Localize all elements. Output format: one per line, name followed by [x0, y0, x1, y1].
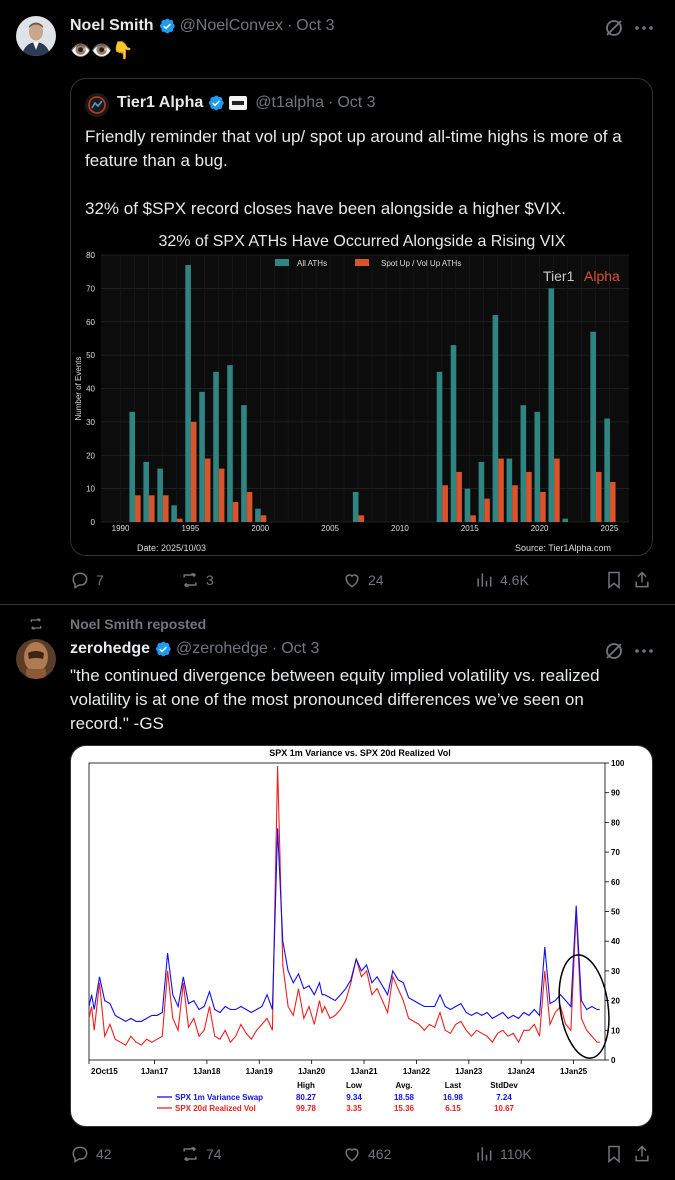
bar-all-aths	[353, 492, 359, 522]
author-name[interactable]: zerohedge	[70, 640, 151, 657]
views-button[interactable]	[474, 1144, 604, 1164]
bar-spot-up-vol-up	[135, 495, 141, 522]
bookmark-button[interactable]	[604, 1144, 632, 1164]
views-icon	[474, 570, 494, 590]
bookmark-button[interactable]	[604, 570, 632, 590]
legend-label: SPX 1m Variance Swap	[175, 1093, 264, 1102]
separator-dot: ·	[327, 94, 334, 111]
stats-value: 18.58	[393, 1093, 415, 1102]
heart-icon	[342, 570, 362, 590]
bar-all-aths	[521, 405, 527, 522]
stats-value: 6.15	[445, 1104, 461, 1113]
bar-all-aths	[213, 372, 219, 522]
view-count: 4.6K	[500, 572, 529, 588]
stats-header: Low	[346, 1081, 362, 1090]
action-bar	[70, 568, 660, 592]
tweet-date[interactable]: Oct 3	[296, 17, 335, 34]
bar-spot-up-vol-up	[442, 485, 448, 522]
y-tick-label: 70	[86, 284, 95, 294]
quoted-text: Friendly reminder that vol up/ spot up around all-time highs is more of a feature than a bug. 32% of $SPX record closes have been alongside a higher $VIX.	[85, 127, 622, 218]
y-tick-label: 20	[86, 451, 95, 461]
view-count: 110K	[500, 1146, 532, 1162]
bar-all-aths	[129, 412, 135, 522]
bar-spot-up-vol-up	[359, 515, 365, 522]
y-tick-label: 40	[611, 937, 620, 947]
bar-spot-up-vol-up	[149, 495, 155, 522]
bar-spot-up-vol-up	[191, 422, 197, 522]
bookmark-icon	[604, 570, 624, 590]
bar-all-aths	[465, 489, 471, 522]
separator-dot: ·	[286, 17, 293, 34]
y-tick-label: 0	[611, 1056, 616, 1065]
repost-button[interactable]	[180, 570, 342, 590]
y-tick-label: 100	[611, 759, 625, 768]
bar-all-aths	[199, 392, 205, 522]
like-button[interactable]	[342, 570, 474, 590]
x-tick-label: 1995	[181, 524, 200, 533]
stats-value: 3.35	[346, 1104, 362, 1113]
share-icon	[632, 570, 652, 590]
stats-value: 16.98	[442, 1093, 464, 1102]
x-tick-label: 2020	[530, 524, 549, 533]
chart-footer-source: Source: Tier1Alpha.com	[514, 543, 611, 553]
avatar-zerohedge[interactable]	[16, 639, 56, 679]
y-tick-label: 0	[90, 518, 95, 527]
y-tick-label: 10	[86, 484, 95, 494]
quoted-author-name[interactable]: Tier1 Alpha	[117, 94, 204, 111]
tweet-text: "the continued divergence between equity implied volatility vs. realized volatility is at one of the most pronounced differences we’ve seen on record." -GS	[70, 666, 600, 733]
author-handle[interactable]: @NoelConvex	[179, 17, 283, 34]
author-handle[interactable]: @zerohedge	[176, 640, 268, 657]
bar-spot-up-vol-up	[484, 499, 490, 522]
x-tick-label: 2015	[460, 524, 479, 533]
legend-swatch	[355, 259, 369, 266]
y-tick-label: 60	[86, 317, 95, 327]
y-tick-label: 90	[611, 788, 620, 798]
quoted-tweet[interactable]	[70, 78, 653, 556]
bar-spot-up-vol-up	[470, 515, 476, 522]
bar-spot-up-vol-up	[177, 519, 183, 522]
stats-value: 80.27	[295, 1093, 317, 1102]
bar-spot-up-vol-up	[554, 459, 560, 522]
bar-all-aths	[437, 372, 443, 522]
bar-all-aths	[604, 419, 610, 522]
repost-count: 74	[206, 1146, 222, 1162]
reply-button[interactable]	[70, 1144, 180, 1164]
share-button[interactable]	[632, 1144, 656, 1164]
stats-value: 9.34	[346, 1093, 362, 1102]
x-tick-label: 1Jan23	[455, 1067, 483, 1076]
affiliate-badge-icon	[229, 96, 247, 110]
x-tick-label: 1Jan21	[350, 1067, 378, 1076]
bar-all-aths	[157, 469, 163, 522]
legend-label: SPX 20d Realized Vol	[175, 1104, 256, 1113]
tweet-text: 👁️👁️👇	[70, 41, 134, 60]
x-tick-label: 1Jan19	[245, 1067, 273, 1076]
x-tick-label: 1Jan24	[507, 1067, 535, 1076]
repost-icon	[180, 570, 200, 590]
bar-all-aths	[493, 315, 499, 522]
x-tick-label: 2025	[600, 524, 619, 533]
bar-all-aths	[227, 365, 233, 522]
bar-all-aths	[171, 505, 177, 522]
bar-spot-up-vol-up	[163, 495, 169, 522]
like-count: 462	[368, 1146, 392, 1162]
bar-spot-up-vol-up	[526, 472, 532, 522]
bar-spot-up-vol-up	[498, 459, 504, 522]
tweet-zerohedge[interactable]	[0, 605, 675, 1180]
stats-value: 99.78	[295, 1104, 317, 1113]
bar-spot-up-vol-up	[205, 459, 211, 522]
y-tick-label: 50	[86, 351, 95, 361]
bar-all-aths	[185, 265, 191, 522]
bar-all-aths	[479, 462, 485, 522]
variance-line-chart[interactable]	[71, 746, 653, 1127]
y-axis-label: Number of Events	[74, 356, 83, 421]
x-tick-label: 1Jan20	[298, 1067, 326, 1076]
repost-banner	[28, 616, 206, 632]
avatar-noel-smith[interactable]	[16, 16, 56, 56]
like-button[interactable]	[342, 1144, 474, 1164]
legend-label: All ATHs	[297, 259, 328, 268]
brand-label-alpha: Alpha	[584, 268, 620, 284]
bar-all-aths	[562, 519, 568, 522]
repost-icon	[28, 616, 44, 632]
stats-value: 7.24	[496, 1093, 512, 1102]
verified-badge-icon	[158, 17, 176, 35]
y-tick-label: 70	[611, 848, 620, 858]
brand-label-tier1: Tier1	[543, 268, 575, 284]
verified-badge-icon	[154, 640, 172, 658]
quoted-date[interactable]: Oct 3	[337, 94, 376, 111]
x-tick-label: 1Jan17	[140, 1067, 169, 1076]
bar-all-aths	[255, 509, 261, 522]
verified-badge-icon	[207, 94, 225, 112]
bar-spot-up-vol-up	[261, 515, 267, 522]
stats-value: 15.36	[393, 1104, 415, 1113]
reply-count: 42	[96, 1146, 112, 1162]
y-tick-label: 30	[86, 417, 95, 427]
repost-button[interactable]	[180, 1144, 342, 1164]
bar-spot-up-vol-up	[219, 469, 225, 522]
grok-icon[interactable]	[602, 639, 626, 663]
grok-icon[interactable]	[602, 16, 626, 40]
plot-area	[89, 763, 605, 1060]
reply-icon	[70, 1144, 90, 1164]
views-button[interactable]	[474, 570, 604, 590]
bar-spot-up-vol-up	[233, 502, 239, 522]
reply-icon	[70, 570, 90, 590]
action-bar	[70, 1142, 660, 1166]
y-tick-label: 80	[611, 818, 620, 828]
x-tick-label: 2000	[251, 524, 270, 533]
bookmark-icon	[604, 1144, 624, 1164]
repost-banner-text[interactable]: Noel Smith reposted	[70, 616, 207, 632]
legend-swatch	[275, 259, 289, 266]
y-tick-label: 20	[611, 996, 620, 1006]
separator-dot: ·	[271, 640, 278, 657]
ath-bar-chart[interactable]	[71, 227, 653, 556]
bar-spot-up-vol-up	[540, 492, 546, 522]
y-tick-label: 80	[86, 251, 95, 260]
tweet-date[interactable]: Oct 3	[281, 640, 320, 657]
stats-header: High	[297, 1081, 315, 1090]
bar-spot-up-vol-up	[596, 472, 602, 522]
bar-all-aths	[535, 412, 541, 522]
stats-value: 10.67	[493, 1104, 515, 1113]
x-tick-label: 2010	[391, 524, 409, 533]
share-icon	[632, 1144, 652, 1164]
y-tick-label: 10	[611, 1026, 620, 1036]
y-tick-label: 50	[611, 907, 620, 917]
repost-icon	[180, 1144, 200, 1164]
bar-all-aths	[451, 345, 457, 522]
repost-count: 3	[206, 572, 214, 588]
more-icon[interactable]	[632, 16, 656, 40]
y-tick-label: 40	[86, 384, 95, 394]
legend-label: Spot Up / Vol Up ATHs	[381, 259, 462, 268]
x-tick-label: 1Jan22	[402, 1067, 430, 1076]
x-tick-label: 2Oct15	[91, 1067, 118, 1076]
chart-card[interactable]	[70, 745, 653, 1127]
avatar-tier1-alpha[interactable]	[85, 93, 109, 117]
x-tick-label: 1990	[111, 524, 130, 533]
x-tick-label: 2005	[321, 524, 339, 533]
author-name[interactable]: Noel Smith	[70, 17, 154, 34]
bar-all-aths	[507, 459, 513, 522]
views-icon	[474, 1144, 494, 1164]
chart-footer-date: Date: 2025/10/03	[137, 543, 207, 553]
bar-spot-up-vol-up	[512, 485, 518, 522]
chart-title: SPX 1m Variance vs. SPX 20d Realized Vol	[269, 748, 451, 758]
bar-all-aths	[143, 462, 149, 522]
bar-spot-up-vol-up	[456, 472, 462, 522]
y-tick-label: 60	[611, 877, 620, 887]
heart-icon	[342, 1144, 362, 1164]
bar-all-aths	[241, 405, 247, 522]
stats-header: Avg.	[395, 1081, 413, 1090]
share-button[interactable]	[632, 570, 656, 590]
x-tick-label: 1Jan25	[559, 1067, 588, 1076]
bar-spot-up-vol-up	[247, 492, 253, 522]
more-icon[interactable]	[632, 639, 656, 663]
bar-all-aths	[548, 288, 554, 522]
x-tick-label: 1Jan18	[193, 1067, 221, 1076]
reply-button[interactable]	[70, 570, 180, 590]
chart-title: 32% of SPX ATHs Have Occurred Alongside a Rising VIX	[158, 233, 566, 250]
stats-header: StdDev	[490, 1081, 518, 1090]
reply-count: 7	[96, 572, 104, 588]
like-count: 24	[368, 572, 384, 588]
y-tick-label: 30	[611, 966, 620, 976]
bar-all-aths	[590, 332, 596, 522]
stats-header: Last	[444, 1081, 462, 1090]
bar-spot-up-vol-up	[610, 482, 616, 522]
quoted-author-handle[interactable]: @t1alpha	[255, 94, 324, 111]
